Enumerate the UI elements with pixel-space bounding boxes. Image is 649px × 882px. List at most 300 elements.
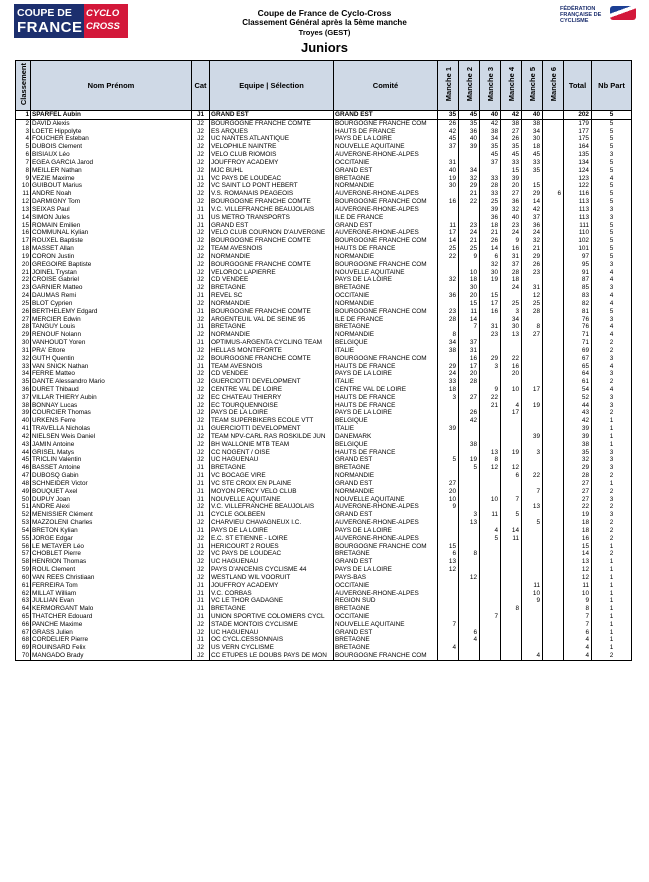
manche-6-cell (543, 198, 564, 206)
manche-5-cell (522, 496, 543, 504)
table-header-row (16, 61, 632, 111)
manche-1-cell (438, 613, 459, 621)
col-manche-4: Manche 4 (501, 61, 522, 111)
committee-cell: BOURGOGNE FRANCHE COM (334, 237, 438, 245)
name-cell: BASSET Antoine (31, 464, 192, 472)
manche-4-cell: 33 (501, 159, 522, 167)
nb-part-cell: 1 (592, 629, 632, 637)
rank-cell: 3 (16, 128, 31, 136)
manche-4-cell (501, 543, 522, 551)
manche-4-cell: 4 (501, 402, 522, 410)
nb-part-cell: 4 (592, 331, 632, 339)
manche-4-cell: 19 (501, 449, 522, 457)
manche-5-cell (522, 441, 543, 449)
manche-6-cell (543, 245, 564, 253)
total-cell: 76 (564, 316, 592, 324)
manche-1-cell (438, 449, 459, 457)
rank-cell: 11 (16, 190, 31, 198)
manche-6-cell (543, 292, 564, 300)
cat-cell: J2 (192, 394, 210, 402)
manche-1-cell: 19 (438, 175, 459, 183)
manche-6-cell (543, 550, 564, 558)
cat-cell: J2 (192, 519, 210, 527)
manche-2-cell: 28 (459, 378, 480, 386)
manche-5-cell: 21 (522, 245, 543, 253)
committee-cell: PAYS DE LA LOIRE (334, 135, 438, 143)
rank-cell: 31 (16, 347, 31, 355)
nb-part-cell: 5 (592, 128, 632, 136)
committee-cell: ITALIE (334, 347, 438, 355)
team-cell: BRETAGNE (210, 284, 334, 292)
manche-6-cell (543, 237, 564, 245)
manche-1-cell: 25 (438, 245, 459, 253)
committee-cell: BOURGOGNE FRANCHE COM (334, 355, 438, 363)
total-cell: 39 (564, 425, 592, 433)
team-cell: GRAND EST (210, 222, 334, 230)
manche-3-cell (480, 566, 501, 574)
manche-1-cell: 37 (438, 143, 459, 151)
committee-cell: AUVERGNE-RHONE-ALPES (334, 535, 438, 543)
team-cell: NORMANDIE (210, 300, 334, 308)
total-cell: 113 (564, 214, 592, 222)
manche-1-cell (438, 652, 459, 660)
manche-6-cell (543, 566, 564, 574)
nb-part-cell: 1 (592, 558, 632, 566)
manche-3-cell (480, 378, 501, 386)
committee-cell: PAYS DE LA LOIRE (334, 276, 438, 284)
manche-3-cell: 33 (480, 175, 501, 183)
committee-cell: GRAND EST (334, 629, 438, 637)
rank-cell: 17 (16, 237, 31, 245)
nb-part-cell: 3 (592, 284, 632, 292)
committee-cell: HAUTS DE FRANCE (334, 245, 438, 253)
manche-5-cell (522, 339, 543, 347)
manche-5-cell: 23 (522, 269, 543, 277)
manche-2-cell: 16 (459, 355, 480, 363)
manche-2-cell: 13 (459, 519, 480, 527)
manche-1-cell: 12 (438, 566, 459, 574)
committee-cell: NORMANDIE (334, 488, 438, 496)
name-cell: DUBOIS Clement (31, 143, 192, 151)
manche-1-cell (438, 590, 459, 598)
team-cell: US VERN CYCLISME (210, 644, 334, 652)
manche-1-cell: 30 (438, 182, 459, 190)
manche-1-cell: 31 (438, 159, 459, 167)
rank-cell: 60 (16, 574, 31, 582)
manche-4-cell: 23 (501, 222, 522, 230)
ffc-logo-text: FÉDÉRATION FRANÇAISE DE CYCLISME (560, 6, 602, 24)
cat-cell: J1 (192, 597, 210, 605)
manche-3-cell: 35 (480, 143, 501, 151)
manche-5-cell (522, 605, 543, 613)
manche-5-cell: 42 (522, 206, 543, 214)
total-cell: 97 (564, 253, 592, 261)
manche-2-cell (459, 425, 480, 433)
manche-2-cell: 42 (459, 417, 480, 425)
cat-cell: J2 (192, 245, 210, 253)
manche-1-cell (438, 284, 459, 292)
manche-6-cell (543, 370, 564, 378)
manche-5-cell: 36 (522, 222, 543, 230)
committee-cell: BRETAGNE (334, 464, 438, 472)
manche-1-cell (438, 151, 459, 159)
total-cell: 76 (564, 323, 592, 331)
name-cell: GRASS Julien (31, 629, 192, 637)
team-cell: CENTRE VAL DE LOIRE (210, 386, 334, 394)
manche-3-cell: 6 (480, 253, 501, 261)
nb-part-cell: 2 (592, 339, 632, 347)
table-row (16, 167, 632, 175)
total-cell: 102 (564, 237, 592, 245)
rank-cell: 69 (16, 644, 31, 652)
name-cell: DUPUY Joan (31, 496, 192, 504)
name-cell: MEILLER Nathan (31, 167, 192, 175)
name-cell: MENISSIER Clément (31, 511, 192, 519)
nb-part-cell: 5 (592, 135, 632, 143)
rank-cell: 36 (16, 386, 31, 394)
cat-cell: J1 (192, 582, 210, 590)
table-row (16, 111, 632, 120)
manche-2-cell (459, 503, 480, 511)
cat-cell: J1 (192, 496, 210, 504)
total-cell: 6 (564, 629, 592, 637)
rank-cell: 22 (16, 276, 31, 284)
manche-6-cell (543, 511, 564, 519)
manche-3-cell (480, 621, 501, 629)
committee-cell: PAYS DE LA LOIRE (334, 409, 438, 417)
team-cell: VELO CLUB COURNON D'AUVERGNE (210, 229, 334, 237)
manche-1-cell: 10 (438, 496, 459, 504)
manche-1-cell (438, 300, 459, 308)
manche-5-cell (522, 558, 543, 566)
manche-4-cell: 9 (501, 237, 522, 245)
manche-3-cell (480, 480, 501, 488)
name-cell: BOUQUET Axel (31, 488, 192, 496)
name-cell: MAZZOLENI Charles (31, 519, 192, 527)
manche-6-cell (543, 519, 564, 527)
team-cell: UNION SPORTIVE COLOMIERS CYCL (210, 613, 334, 621)
manche-6-cell (543, 386, 564, 394)
nb-part-cell: 5 (592, 308, 632, 316)
name-cell: JORGE Edgar (31, 535, 192, 543)
team-cell: TEAM SUPERBIKERS ECOLE VTT (210, 417, 334, 425)
total-cell: 12 (564, 574, 592, 582)
team-cell: UC HAGUENAU (210, 629, 334, 637)
nb-part-cell: 3 (592, 456, 632, 464)
cat-cell: J2 (192, 269, 210, 277)
team-cell: BRETAGNE (210, 605, 334, 613)
manche-6-cell (543, 128, 564, 136)
manche-5-cell: 27 (522, 331, 543, 339)
manche-6-cell (543, 597, 564, 605)
manche-2-cell (459, 496, 480, 504)
table-row (16, 347, 632, 355)
logo-line1: COUPE DE (17, 7, 72, 19)
rank-cell: 8 (16, 167, 31, 175)
table-row (16, 143, 632, 151)
manche-4-cell: 24 (501, 284, 522, 292)
manche-6-cell (543, 151, 564, 159)
manche-1-cell (438, 464, 459, 472)
manche-2-cell (459, 535, 480, 543)
manche-2-cell (459, 597, 480, 605)
standings-body (16, 111, 632, 661)
table-row (16, 292, 632, 300)
manche-4-cell (501, 441, 522, 449)
committee-cell: BRETAGNE (334, 550, 438, 558)
col-manche-5: Manche 5 (522, 61, 543, 111)
committee-cell: GRAND EST (334, 480, 438, 488)
manche-5-cell (522, 378, 543, 386)
manche-4-cell: 15 (501, 167, 522, 175)
total-cell: 4 (564, 652, 592, 660)
manche-2-cell: 25 (459, 245, 480, 253)
manche-4-cell (501, 558, 522, 566)
manche-2-cell (459, 527, 480, 535)
manche-3-cell: 39 (480, 206, 501, 214)
cat-cell: J1 (192, 323, 210, 331)
total-cell: 123 (564, 175, 592, 183)
manche-4-cell: 37 (501, 261, 522, 269)
manche-2-cell (459, 433, 480, 441)
committee-cell: REGION SUD (334, 597, 438, 605)
total-cell: 19 (564, 511, 592, 519)
manche-5-cell (522, 644, 543, 652)
nb-part-cell: 1 (592, 597, 632, 605)
manche-5-cell (522, 527, 543, 535)
nb-part-cell: 1 (592, 582, 632, 590)
manche-1-cell (438, 402, 459, 410)
nb-part-cell: 1 (592, 636, 632, 644)
team-cell: CYCLE GOLBEEN (210, 511, 334, 519)
cat-cell: J2 (192, 449, 210, 457)
manche-3-cell: 17 (480, 300, 501, 308)
cat-cell: J1 (192, 175, 210, 183)
committee-cell: OCCITANIE (334, 159, 438, 167)
cat-cell: J1 (192, 472, 210, 480)
rank-cell: 30 (16, 339, 31, 347)
committee-cell: BELGIQUE (334, 417, 438, 425)
manche-2-cell (459, 480, 480, 488)
rank-cell: 64 (16, 605, 31, 613)
manche-2-cell (459, 558, 480, 566)
name-cell: MERCIER Edwin (31, 316, 192, 324)
manche-6-cell (543, 355, 564, 363)
manche-2-cell (459, 472, 480, 480)
table-row (16, 613, 632, 621)
manche-4-cell: 16 (501, 363, 522, 371)
name-cell: DURET Thibaud (31, 386, 192, 394)
table-row (16, 449, 632, 457)
manche-3-cell: 34 (480, 135, 501, 143)
manche-6-cell (543, 472, 564, 480)
rank-cell: 5 (16, 143, 31, 151)
manche-5-cell (522, 276, 543, 284)
manche-6-cell (543, 590, 564, 598)
name-cell: THATCHER Edouard (31, 613, 192, 621)
manche-3-cell: 4 (480, 527, 501, 535)
team-cell: UC NANTES ATLANTIQUE (210, 135, 334, 143)
manche-6-cell (543, 261, 564, 269)
manche-2-cell: 22 (459, 198, 480, 206)
table-row (16, 300, 632, 308)
rank-cell: 32 (16, 355, 31, 363)
manche-4-cell: 8 (501, 605, 522, 613)
total-cell: 8 (564, 605, 592, 613)
nb-part-cell: 5 (592, 159, 632, 167)
team-cell: VC SAINT LO PONT HEBERT (210, 182, 334, 190)
name-cell: BRETON Kylian (31, 527, 192, 535)
rank-cell: 15 (16, 222, 31, 230)
manche-6-cell (543, 111, 564, 120)
cat-cell: J1 (192, 464, 210, 472)
manche-5-cell: 35 (522, 167, 543, 175)
manche-2-cell: 26 (459, 409, 480, 417)
manche-2-cell: 35 (459, 119, 480, 127)
manche-4-cell (501, 394, 522, 402)
manche-3-cell: 23 (480, 331, 501, 339)
nb-part-cell: 5 (592, 245, 632, 253)
manche-1-cell (438, 190, 459, 198)
table-row (16, 644, 632, 652)
nb-part-cell: 5 (592, 167, 632, 175)
total-cell: 14 (564, 550, 592, 558)
cat-cell: J2 (192, 331, 210, 339)
manche-3-cell (480, 339, 501, 347)
committee-cell: GRAND EST (334, 167, 438, 175)
manche-2-cell: 8 (459, 550, 480, 558)
nb-part-cell: 3 (592, 402, 632, 410)
cat-cell: J2 (192, 167, 210, 175)
rank-cell: 37 (16, 394, 31, 402)
manche-1-cell (438, 261, 459, 269)
team-cell: V.C. VILLEFRANCHE BEAUJOLAIS (210, 206, 334, 214)
committee-cell: PAYS DE LA LOIRE (334, 370, 438, 378)
manche-4-cell: 16 (501, 245, 522, 253)
cat-cell: J1 (192, 480, 210, 488)
manche-3-cell: 37 (480, 159, 501, 167)
committee-cell: BOURGOGNE FRANCHE COM (334, 308, 438, 316)
manche-3-cell: 16 (480, 308, 501, 316)
rank-cell: 27 (16, 316, 31, 324)
manche-6-cell (543, 222, 564, 230)
cat-cell: J1 (192, 111, 210, 120)
team-cell: BH WALLONIE MTB TEAM (210, 441, 334, 449)
doc-title: Coupe de France de Cyclo-Cross (257, 8, 392, 18)
col-manche-6: Manche 6 (543, 61, 564, 111)
table-row (16, 245, 632, 253)
rank-cell: 66 (16, 621, 31, 629)
rank-cell: 70 (16, 652, 31, 660)
total-cell: 91 (564, 269, 592, 277)
name-cell: JULLIAN Evan (31, 597, 192, 605)
name-cell: GRISEL Matys (31, 449, 192, 457)
nb-part-cell: 3 (592, 214, 632, 222)
manche-6-cell (543, 449, 564, 457)
manche-5-cell: 30 (522, 135, 543, 143)
table-row (16, 261, 632, 269)
total-cell: 134 (564, 159, 592, 167)
manche-5-cell (522, 543, 543, 551)
manche-6-cell (543, 496, 564, 504)
nb-part-cell: 1 (592, 605, 632, 613)
manche-3-cell (480, 558, 501, 566)
team-cell: PAYS D'ANCENIS CYCLISME 44 (210, 566, 334, 574)
manche-6-cell: 6 (543, 190, 564, 198)
manche-1-cell: 26 (438, 119, 459, 127)
manche-1-cell (438, 355, 459, 363)
committee-cell: NORMANDIE (334, 253, 438, 261)
committee-cell: GRAND EST (334, 111, 438, 120)
table-row (16, 472, 632, 480)
manche-6-cell (543, 182, 564, 190)
rank-cell: 24 (16, 292, 31, 300)
manche-6-cell (543, 543, 564, 551)
name-cell: SCHNEIDER Victor (31, 480, 192, 488)
standings-table-wrapper (15, 60, 631, 661)
nb-part-cell: 4 (592, 292, 632, 300)
total-cell: 15 (564, 543, 592, 551)
table-row (16, 151, 632, 159)
manche-5-cell: 38 (522, 119, 543, 127)
manche-2-cell (459, 652, 480, 660)
table-row (16, 503, 632, 511)
manche-1-cell (438, 206, 459, 214)
table-row (16, 378, 632, 386)
manche-5-cell: 32 (522, 237, 543, 245)
table-row (16, 128, 632, 136)
nb-part-cell: 2 (592, 652, 632, 660)
table-row (16, 331, 632, 339)
nb-part-cell: 4 (592, 175, 632, 183)
nb-part-cell: 1 (592, 441, 632, 449)
table-row (16, 605, 632, 613)
cat-cell: J2 (192, 284, 210, 292)
manche-1-cell (438, 535, 459, 543)
table-row (16, 527, 632, 535)
manche-1-cell (438, 636, 459, 644)
manche-5-cell: 22 (522, 472, 543, 480)
manche-4-cell (501, 621, 522, 629)
table-row (16, 323, 632, 331)
manche-5-cell (522, 370, 543, 378)
table-row (16, 558, 632, 566)
manche-2-cell: 17 (459, 363, 480, 371)
manche-3-cell: 26 (480, 237, 501, 245)
team-cell: BRETAGNE (210, 464, 334, 472)
manche-5-cell (522, 621, 543, 629)
manche-4-cell: 6 (501, 472, 522, 480)
nb-part-cell: 2 (592, 472, 632, 480)
name-cell: TRICLIN Valentin (31, 456, 192, 464)
manche-3-cell: 33 (480, 190, 501, 198)
cat-cell: J2 (192, 417, 210, 425)
manche-5-cell: 13 (522, 503, 543, 511)
rank-cell: 26 (16, 308, 31, 316)
logo-line2: FRANCE (17, 19, 83, 36)
nb-part-cell: 2 (592, 535, 632, 543)
manche-4-cell (501, 550, 522, 558)
committee-cell: BOURGOGNE FRANCHE COM (334, 652, 438, 660)
total-cell: 81 (564, 308, 592, 316)
manche-4-cell (501, 636, 522, 644)
manche-4-cell: 45 (501, 151, 522, 159)
manche-6-cell (543, 331, 564, 339)
manche-1-cell (438, 511, 459, 519)
table-row (16, 636, 632, 644)
committee-cell: BRETAGNE (334, 175, 438, 183)
total-cell: 113 (564, 198, 592, 206)
